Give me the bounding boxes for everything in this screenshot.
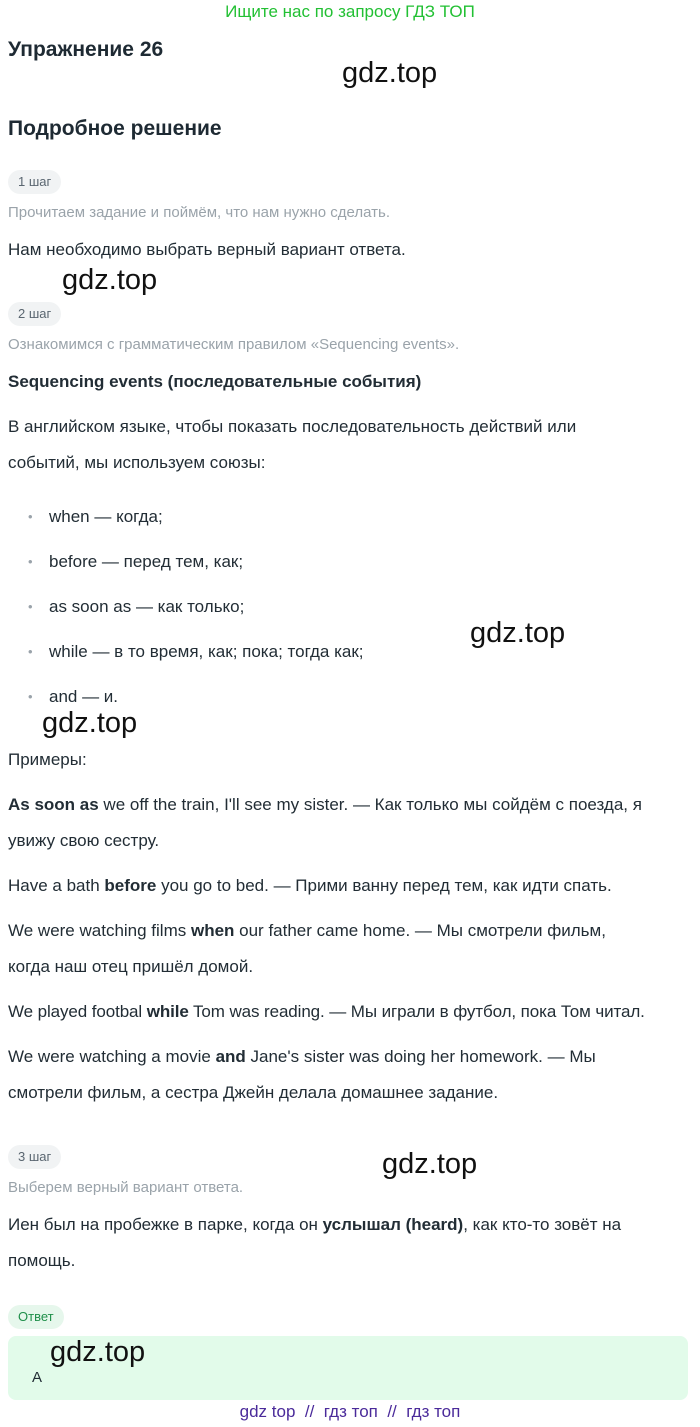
step-3-label: 3 шаг [8,1145,61,1169]
section-title: Подробное решение [8,117,222,140]
rule-intro-line-2: событий, мы используем союзы: [8,453,266,472]
step-1-badge [8,170,61,194]
answer-value: А [32,1369,43,1386]
examples-label: Примеры: [8,750,87,769]
list-item: • when — когда; [30,500,364,545]
step-3-hint: Выберем верный вариант ответа. [8,1179,244,1196]
example-2-text: Have a bath [8,876,105,895]
example-5-keyword: and [215,1047,246,1066]
watermark: gdz.top [42,707,138,739]
example-4-text: Tom was reading. — Мы играли в футбол, пока Том читал. [188,1002,645,1021]
example-5 [8,1039,596,1075]
step-3-text-part: Иен был на пробежке в парке, когда он [8,1215,323,1234]
step-2-hint: Ознакомимся с грамматическим правилом «Sequencing events». [8,336,460,353]
step-2-badge [8,302,61,326]
example-3-text: We were watching films [8,921,191,940]
example-3-keyword: when [190,921,235,940]
example-1-keyword: As soon as [8,795,99,814]
example-2 [8,868,612,904]
step-3-text [8,1207,621,1243]
example-2-keyword: before [104,876,157,895]
list-item: • and — и. [30,680,364,725]
example-2-text: you go to bed. — Прими ванну перед тем, как идти спать. [156,876,612,895]
step-3-keyword: услышал (heard) [322,1215,464,1234]
example-4-text: We played footbal [8,1002,147,1021]
example-4 [8,994,645,1030]
conjunction-list [30,500,364,725]
example-3-text: our father came home. — Мы смотрели фильм, [234,921,606,940]
footer-links[interactable]: gdz top // гдз топ // гдз топ [239,1402,461,1421]
watermark: gdz.top [470,617,566,649]
watermark: gdz.top [50,1336,146,1368]
step-3-badge [8,1145,61,1169]
example-1-line-2: увижу свою сестру. [8,831,160,850]
watermark: gdz.top [62,264,158,296]
step-3-text-part: , как кто-то зовёт на [463,1215,622,1234]
example-5-line-2: смотрели фильм, а сестра Джейн делала домашнее задание. [8,1083,499,1102]
example-3-line-2: когда наш отец пришёл домой. [8,957,254,976]
example-5-text: We were watching a movie [8,1047,216,1066]
answer-badge [8,1305,64,1329]
step-1-text: Нам необходимо выбрать верный вариант ответа. [8,240,406,259]
search-banner[interactable]: Ищите нас по запросу ГДЗ ТОП [225,2,475,21]
rule-intro-line-1: В английском языке, чтобы показать последовательность действий или [8,417,577,436]
watermark: gdz.top [342,57,438,89]
step-1-hint: Прочитаем задание и поймём, что нам нужно сделать. [8,204,391,221]
example-1 [8,787,642,823]
step-2-label: 2 шаг [8,302,61,326]
list-item: • before — перед тем, как; [30,545,364,590]
step-1-label: 1 шаг [8,170,61,194]
example-1-text: we off the train, I'll see my sister. — Как только мы сойдём с поезда, я [98,795,642,814]
answer-label: Ответ [8,1305,64,1329]
example-4-keyword: while [146,1002,189,1021]
list-item: • while — в то время, как; пока; тогда как; [30,635,364,680]
rule-title: Sequencing events (последовательные события) [8,372,422,391]
page-title: Упражнение 26 [8,38,164,61]
example-5-text: Jane's sister was doing her homework. — Мы [245,1047,596,1066]
watermark: gdz.top [382,1148,478,1180]
list-item: • as soon as — как только; [30,590,364,635]
example-3 [8,913,606,949]
step-3-text-line-2: помощь. [8,1251,76,1270]
